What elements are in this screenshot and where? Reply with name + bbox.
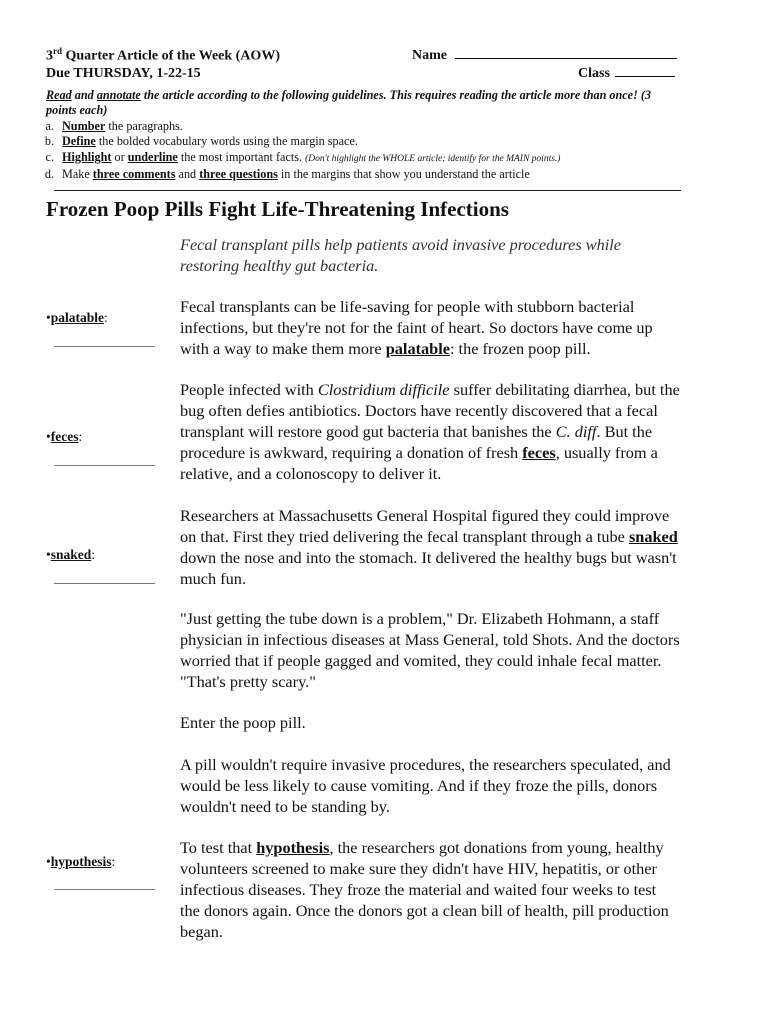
- guideline-a: a. Number the paragraphs.: [45, 119, 183, 133]
- class-field[interactable]: [578, 66, 675, 82]
- due-date: Due THURSDAY, 1-22-15: [46, 66, 201, 81]
- name-label: Name: [412, 48, 447, 63]
- guideline-b: b. Define the bolded vocabulary words using the margin space.: [44, 134, 358, 149]
- margin-line-snaked[interactable]: [54, 583, 155, 584]
- paragraph-5: Enter the poop pill.: [180, 713, 306, 732]
- margin-vocab-hypothesis: •hypothesis:: [46, 854, 116, 869]
- margin-line-feces[interactable]: [54, 465, 155, 466]
- vocab-feces: feces: [522, 442, 556, 462]
- margin-vocab-snaked: •snaked:: [46, 547, 96, 562]
- margin-vocab-feces: •feces:: [46, 429, 83, 444]
- margin-line-hypothesis[interactable]: [54, 889, 155, 890]
- name-blank[interactable]: [455, 58, 677, 59]
- class-label: Class: [578, 66, 610, 81]
- paragraph-1: Fecal transplants can be life-saving for people with stubborn bacterial infections, but they're not for the faint of heart. So doctors have come up with a way to make them more palatable: the frozen poop pill.: [180, 297, 653, 358]
- article-subtitle: Fecal transplant pills help patients avoid invasive procedures while restoring healthy gut bacteria.: [180, 235, 622, 275]
- article-title: Frozen Poop Pills Fight Life-Threatening Infections: [46, 197, 509, 221]
- guideline-c: c. Highlight or underline the most important facts. (Don't highlight the WHOLE article; identify for the MAIN points.): [45, 149, 561, 164]
- vocab-hypothesis: hypothesis: [256, 838, 330, 857]
- paragraph-7: To test that hypothesis, the researchers got donations from young, healthy volunteers screened to make sure they didn't have HIV, hepatitis, or other infectious diseases. They froze the material and waited four weeks to test the donors again. Once the donors got a clean bill of health, pill production began.: [180, 838, 669, 941]
- margin-line-palatable[interactable]: [54, 346, 155, 347]
- header-divider: [54, 190, 681, 191]
- guideline-d: d. Make three comments and three questions in the margins that show you understand the article: [44, 166, 530, 181]
- paragraph-3: Researchers at Massachusetts General Hospital figured they could improve on that. First they tried delivering the fecal transplant through a tube snaked down the nose and into the stomach. It delivered the healthy bugs but wasn't much fun.: [180, 506, 678, 588]
- guidelines-list: [30, 119, 670, 182]
- paragraph-2: People infected with Clostridium difficile suffer debilitating diarrhea, but the bug often defies antibiotics. Doctors have recently discovered that a fecal transplant will restore good gut bacteria that banishes the C. diff. But the procedure is awkward, requiring a donation of fresh feces, usually from a relative, and a colonoscopy to deliver it.: [180, 380, 680, 483]
- vocab-palatable: palatable: [385, 338, 450, 358]
- name-field[interactable]: [412, 48, 677, 64]
- class-blank[interactable]: [615, 76, 675, 77]
- paragraph-4: "Just getting the tube down is a problem," Dr. Elizabeth Hohmann, a staff physician in infectious diseases at Mass General, told Shots. And the doctors worried that if people gagged and vomited, they could inhale fecal matter. "That's pretty scary.": [180, 609, 680, 691]
- instructions: Read and annotate the article according to the following guidelines. This requires reading the article more than once! (3 points each): [46, 88, 652, 117]
- vocab-snaked: snaked: [628, 526, 678, 546]
- paragraph-6: A pill wouldn't require invasive procedures, the researchers speculated, and would be less likely to cause vomiting. And if they froze the pills, donors wouldn't need to be standing by.: [180, 755, 671, 816]
- assignment-title: 3rd Quarter Article of the Week (AOW): [46, 46, 280, 64]
- margin-vocab-palatable: •palatable:: [46, 310, 108, 325]
